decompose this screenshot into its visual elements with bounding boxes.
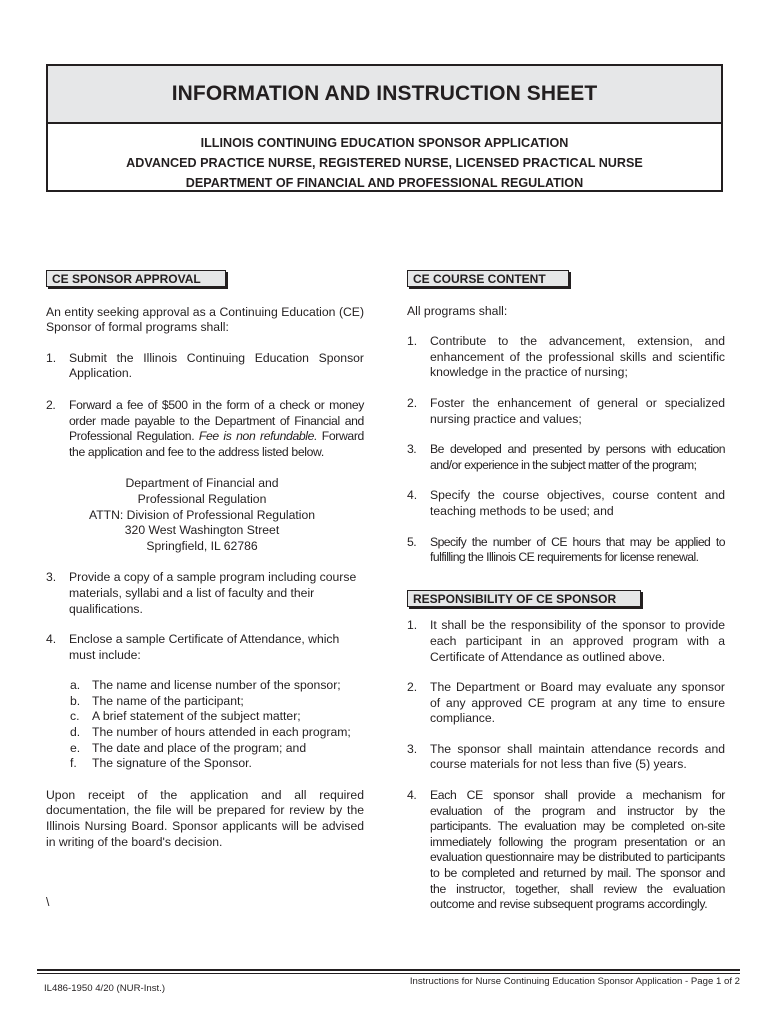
header-box — [46, 64, 723, 192]
page-footer-label: Instructions for Nurse Continuing Education Sponsor Application - Page 1 of 2 — [409, 976, 740, 987]
address-line: ATTN: Division of Professional Regulation — [88, 507, 315, 522]
sponsor-approval-item-2: 2. Forward a fee of $500 in the form of a check or money order made payable to the Department of Financial and Professional Regulation. Fee is non refundable. Forward the application and fee to the address listed below. — [46, 397, 364, 459]
subtitle-application: ILLINOIS CONTINUING EDUCATION SPONSOR APPLICATION — [200, 136, 569, 150]
course-content-item-3: 3. Be developed and presented by persons with education and/or experience in the subject matter of the program; — [407, 442, 725, 472]
list-item: d. The number of hours attended in each program; — [70, 725, 351, 740]
course-content-item-5: 5. Specify the number of CE hours that may be applied to fulfilling the Illinois CE requirements for license renewal. — [407, 534, 725, 565]
page-title: INFORMATION AND INSTRUCTION SHEET — [171, 82, 598, 105]
item-text: Specify the course objectives, course content and teaching methods to be used; and — [430, 488, 725, 518]
course-content-item-4: 4. Specify the course objectives, course content and teaching methods to be used; and — [407, 488, 725, 518]
stray-backslash-mark: \ — [46, 895, 50, 910]
item-text: Foster the enhancement of general or specialized nursing practice and values; — [430, 395, 725, 426]
sponsor-approval-closing: Upon receipt of the application and all required documentation, the file will be prepared for review by the Illinois Nursing Board. Sponsor applicants will be advised in writing of the board's decision. — [46, 787, 364, 849]
section-heading-sponsor-responsibility: RESPONSIBILITY OF CE SPONSOR — [407, 590, 641, 607]
list-item: c. A brief statement of the subject matter; — [70, 709, 301, 724]
item-text: Submit the Illinois Continuing Education Sponsor Application. — [69, 350, 364, 381]
item-text: Be developed and presented by persons with education and/or experience in the subject matter of the program; — [430, 442, 725, 472]
footer-rule-thin — [37, 973, 740, 974]
item-text — [69, 398, 364, 460]
address-line: Department of Financial and — [125, 476, 279, 491]
address-line: Springfield, IL 62786 — [146, 538, 258, 553]
list-item: b. The name of the participant; — [70, 693, 244, 708]
right-column — [407, 270, 725, 913]
address-line: Professional Regulation — [137, 491, 267, 506]
sponsor-approval-item-4: 4. Enclose a sample Certificate of Attendance, which must include: — [46, 632, 364, 663]
item-text: Enclose a sample Certificate of Attendance, which must include: — [69, 632, 340, 662]
subtitle-block — [48, 124, 721, 193]
list-item: a. The name and license number of the sponsor; — [70, 678, 341, 693]
item-text: Contribute to the advancement, extension, and enhancement of the professional skills and scientific knowledge in the practice of nursing; — [430, 334, 725, 380]
list-item: e. The date and place of the program; and — [70, 740, 307, 755]
course-content-intro: All programs shall: — [407, 303, 508, 318]
responsibility-item-2: 2. The Department or Board may evaluate any sponsor of any approved CE program at any time to ensure compliance. — [407, 680, 725, 726]
title-bar — [48, 66, 721, 124]
sponsor-approval-item-1: 1. Submit the Illinois Continuing Education Sponsor Application. — [46, 350, 364, 381]
subtitle-department: DEPARTMENT OF FINANCIAL AND PROFESSIONAL REGULATION — [185, 176, 584, 190]
course-content-item-1: 1. Contribute to the advancement, extension, and enhancement of the professional skills and scientific knowledge in the practice of nursing; — [407, 334, 725, 380]
item-text: Provide a copy of a sample program including course materials, syllabi and a list of faculty and their qualifications. — [69, 570, 357, 616]
item-text: Specify the number of CE hours that may be applied to fulfilling the Illinois CE requirements for license renewal. — [430, 534, 725, 565]
left-column — [46, 270, 364, 911]
item-text: It shall be the responsibility of the sponsor to provide each participant in an approved program with a Certificate of Attendance as outlined above. — [430, 618, 725, 664]
subtitle-license-types: ADVANCED PRACTICE NURSE, REGISTERED NURSE, LICENSED PRACTICAL NURSE — [126, 156, 643, 170]
item-text: The Department or Board may evaluate any sponsor of any approved CE program at any time to ensure compliance. — [430, 680, 725, 726]
certificate-requirements-list — [46, 678, 364, 772]
course-content-item-2: 2. Foster the enhancement of general or specialized nursing practice and values; — [407, 395, 725, 426]
responsibility-item-4: 4. Each CE sponsor shall provide a mechanism for evaluation of the program and instructor by the participants. The evaluation may be completed on-site immediately following the program presentation or an evaluation questionnaire may be distributed to participants to be completed and returned by mail. The sponsor and the instructor, together, shall review the evaluation outcome and revise subsequent programs accordingly. — [407, 788, 725, 912]
responsibility-item-3: 3. The sponsor shall maintain attendance records and course materials for not less than five (5) years. — [407, 741, 725, 772]
sponsor-approval-item-3: 3. Provide a copy of a sample program including course materials, syllabi and a list of faculty and their qualifications. — [46, 570, 364, 617]
fee-text: Forward a fee of $500 in the form of a check or money order made payable to the Department of Financial and Professional Regulation. — [69, 397, 364, 444]
item-text: Each CE sponsor shall provide a mechanism for evaluation of the program and instructor by the participants. The evaluation may be completed on-site immediately following the program presentation or an evaluation questionnaire may be distributed to participants to be completed and returned by mail. The sponsor and the instructor, together, shall review the evaluation outcome and revise subsequent programs accordingly. — [430, 788, 725, 912]
item-text: The sponsor shall maintain attendance records and course materials for not less than five (5) years. — [430, 741, 725, 772]
footer-rule — [37, 969, 740, 971]
fee-nonrefundable-note: Fee is non refundable. — [198, 429, 318, 444]
sponsor-approval-intro: An entity seeking approval as a Continuing Education (CE) Sponsor of formal programs shall: — [46, 304, 364, 335]
section-heading-sponsor-approval: CE SPONSOR APPROVAL — [46, 270, 226, 287]
form-number: IL486-1950 4/20 (NUR-Inst.) — [44, 983, 166, 994]
forward-text: Forward the application and fee to the address listed below. — [69, 429, 364, 459]
section-heading-course-content: CE COURSE CONTENT — [407, 270, 569, 287]
list-item: f. The signature of the Sponsor. — [70, 756, 252, 771]
responsibility-item-1: 1. It shall be the responsibility of the sponsor to provide each participant in an approved program with a Certificate of Attendance as outlined above. — [407, 618, 725, 664]
address-line: 320 West Washington Street — [124, 523, 280, 538]
mailing-address — [40, 476, 364, 554]
